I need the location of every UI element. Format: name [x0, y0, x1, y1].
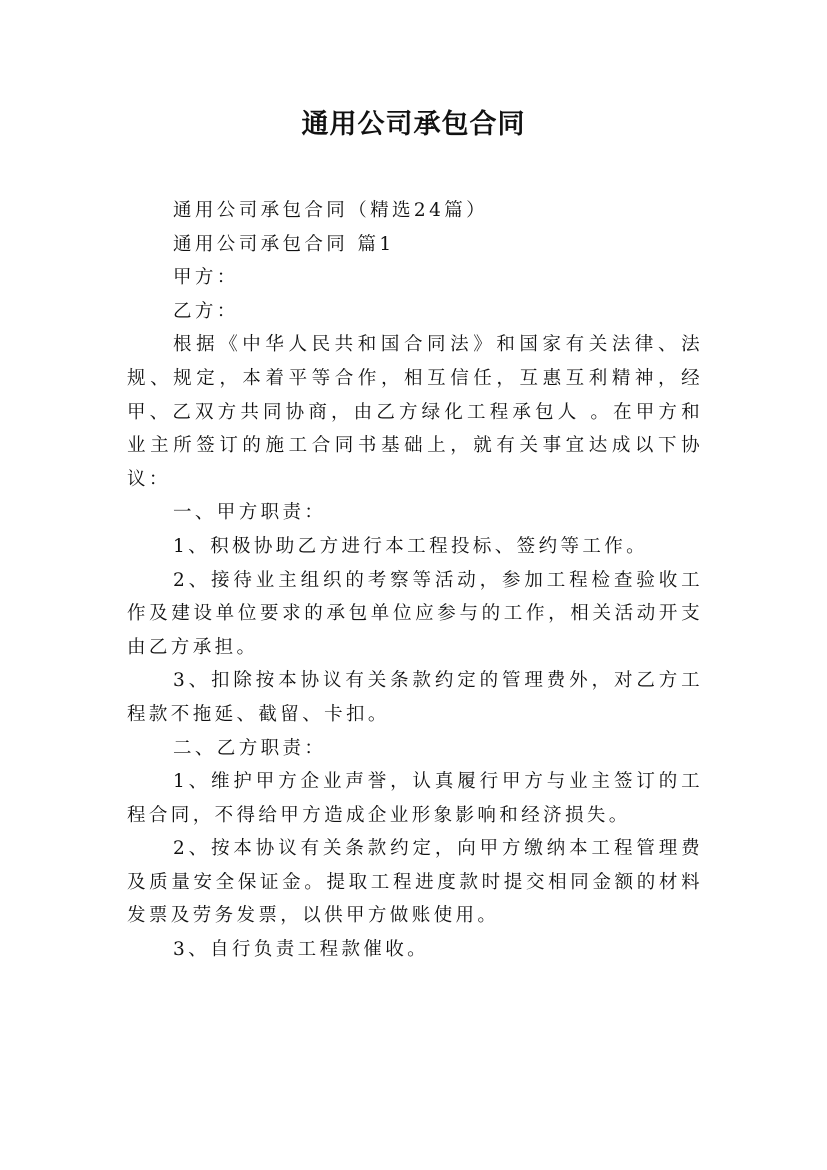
paragraph-party-a-duties-heading: 一、甲方职责： — [173, 502, 327, 524]
paragraph-section-heading: 通用公司承包合同 篇1 — [173, 233, 395, 255]
paragraph-party-a-duty-1: 1、积极协助乙方进行本工程投标、签约等工作。 — [173, 535, 649, 557]
paragraph-subtitle: 通用公司承包合同（精选24篇） — [173, 200, 489, 221]
paragraph-party-b-duty-2: 2、按本协议有关条款约定，向甲方缴纳本工程管理费及质量安全保证金。提取工程进度款时提交相同金额的材料发票及劳务发票，以供甲方做账使用。 — [127, 838, 703, 927]
document-body — [127, 194, 703, 967]
paragraph-party-b-duties-heading: 二、乙方职责： — [173, 737, 327, 759]
paragraph-preamble: 根据《中华人民共和国合同法》和国家有关法律、法规、规定，本着平等合作，相互信任，互惠互利精神，经甲、乙双方共同协商，由乙方绿化工程承包人 。在甲方和业主所签订的施工合同书基础上，就有关事宜达成以下协议： — [127, 334, 703, 490]
paragraph-party-b-duty-3: 3、自行负责工程款催收。 — [173, 939, 430, 961]
paragraph-party-a-duty-2: 2、接待业主组织的考察等活动，参加工程检查验收工作及建设单位要求的承包单位应参与的工作，相关活动开支由乙方承担。 — [127, 569, 703, 658]
document-title: 通用公司承包合同 — [301, 109, 526, 140]
paragraph-party-b-duty-1: 1、维护甲方企业声誉，认真履行甲方与业主签订的工程合同，不得给甲方造成企业形象影响和经济损失。 — [127, 771, 703, 826]
paragraph-party-a: 甲方： — [173, 267, 239, 289]
paragraph-party-a-duty-3: 3、扣除按本协议有关条款约定的管理费外，对乙方工程款不拖延、截留、卡扣。 — [127, 670, 703, 725]
paragraph-party-b: 乙方： — [173, 300, 239, 322]
